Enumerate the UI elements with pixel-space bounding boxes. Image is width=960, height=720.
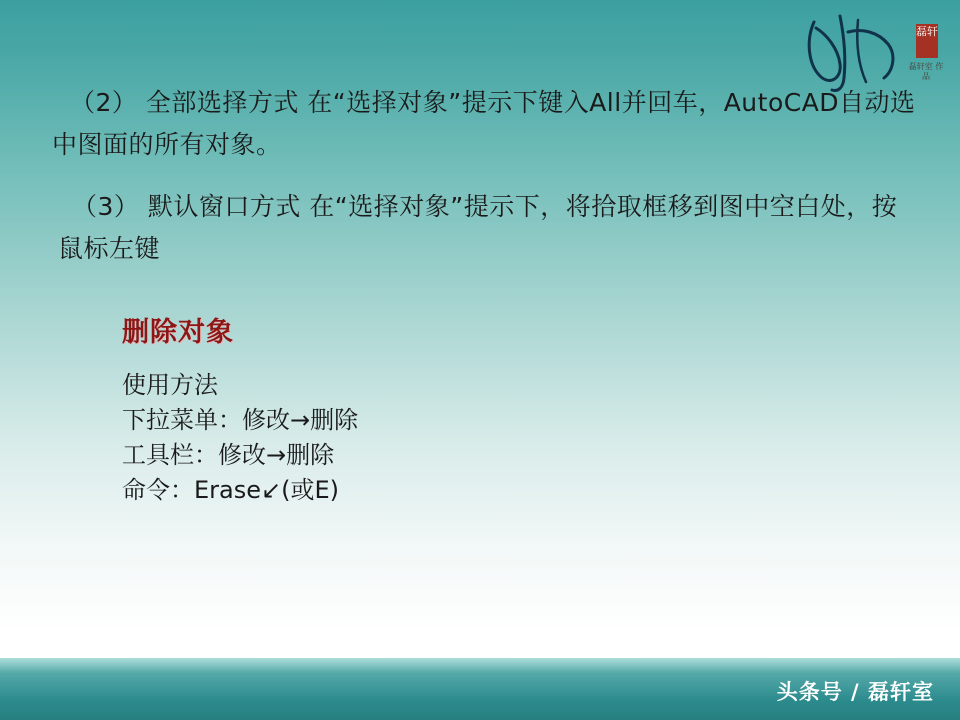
- seal-stamp-icon: 磊轩: [916, 24, 938, 58]
- list-item: 命令：Erase↙(或E): [122, 476, 340, 504]
- usage-method-list: [122, 368, 358, 508]
- list-item: 工具栏：修改→删除: [122, 441, 335, 469]
- paragraph-default-window: （3） 默认窗口方式 在“选择对象”提示下，将拾取框移到图中空白处，按鼠标左键: [58, 192, 898, 263]
- footer-attribution: 头条号 / 磊轩室: [776, 680, 934, 704]
- paragraph-select-all: （2） 全部选择方式 在“选择对象”提示下键入All并回车，AutoCAD自动选中图面的所有对象。: [52, 88, 916, 159]
- list-item: 下拉菜单：修改→删除: [122, 406, 359, 434]
- seal-caption: 磊轩室 作品: [908, 62, 944, 81]
- list-item: 使用方法: [122, 371, 218, 399]
- section-title-delete-object: 删除对象: [122, 317, 234, 348]
